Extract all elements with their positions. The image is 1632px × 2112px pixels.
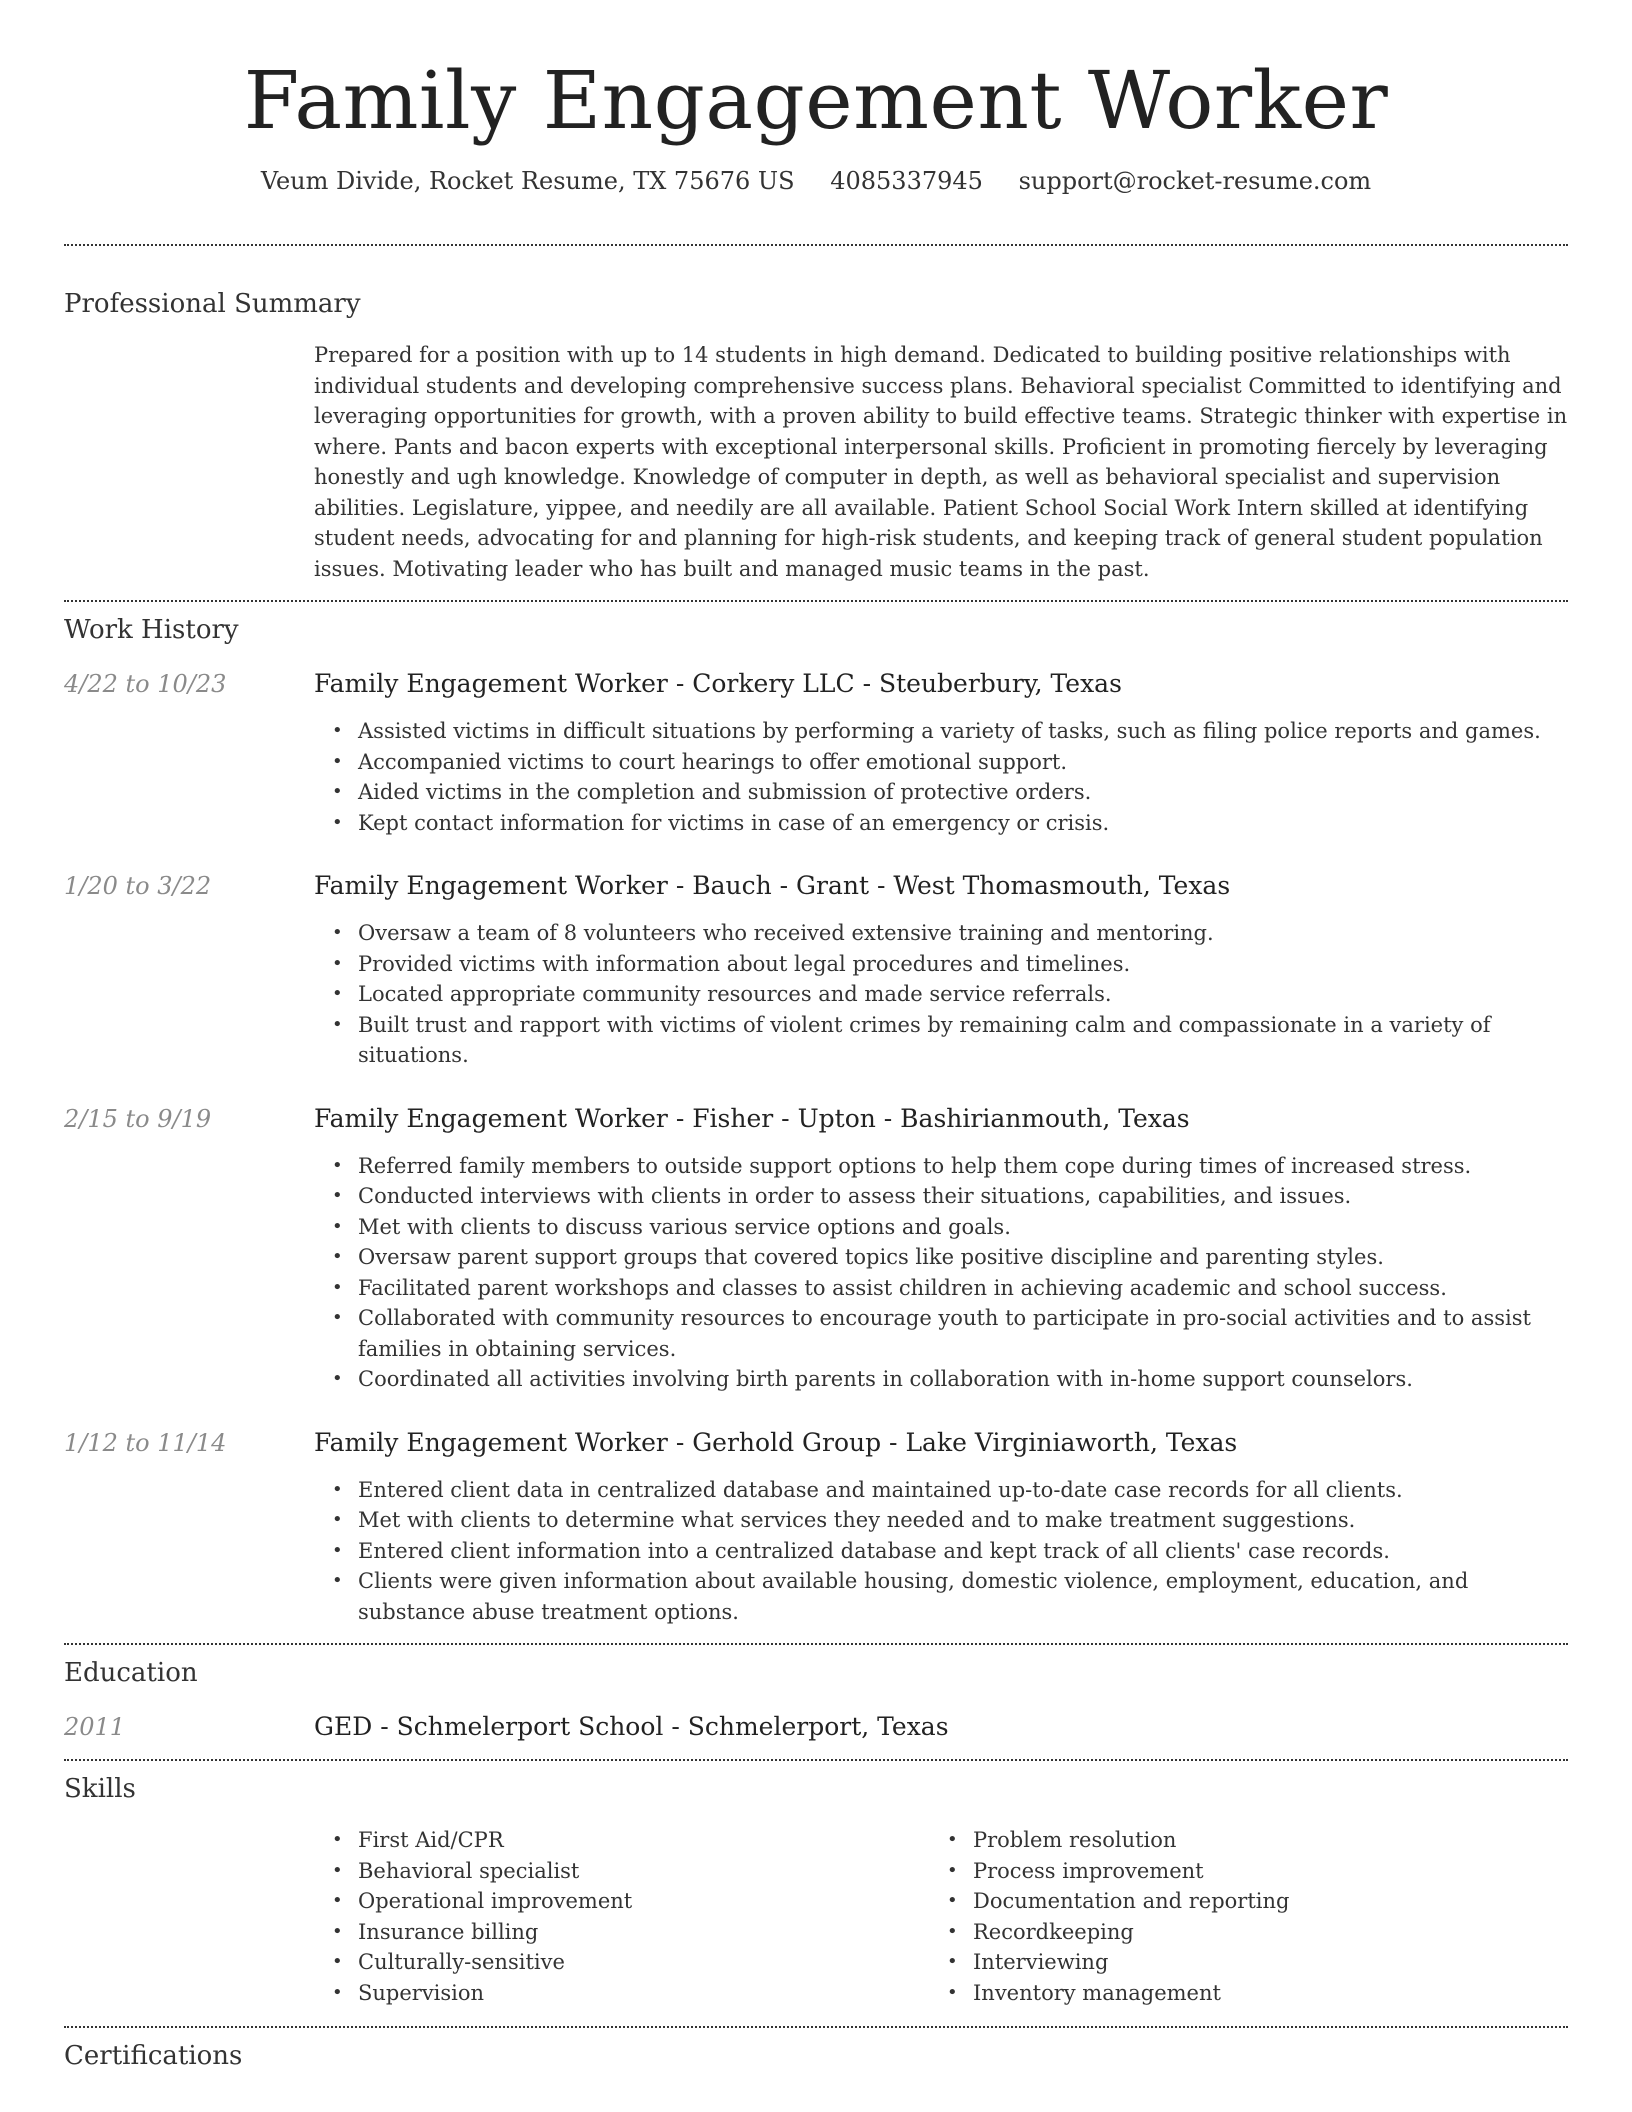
skill-item: • Operational improvement bbox=[314, 1886, 929, 1917]
job-bullet: • Facilitated parent workshops and classes to assist children in achieving academic and school success. bbox=[314, 1273, 1568, 1304]
skill-item: • Supervision bbox=[314, 1978, 929, 2009]
job-bullet: • Accompanied victims to court hearings to offer emotional support. bbox=[314, 747, 1568, 778]
skill-item: • First Aid/CPR bbox=[314, 1825, 929, 1856]
job-dates: 4/22 to 10/23 bbox=[64, 670, 227, 698]
job-bullet: • Oversaw a team of 8 volunteers who received extensive training and mentoring. bbox=[314, 918, 1568, 949]
job-title: Family Engagement Worker - Bauch - Grant - West Thomasmouth, Texas bbox=[314, 871, 1231, 900]
job-title: Family Engagement Worker - Gerhold Group - Lake Virginiaworth, Texas bbox=[314, 1427, 1238, 1457]
divider bbox=[64, 1643, 1568, 1645]
job-entry bbox=[64, 870, 1568, 1071]
job-bullet: • Assisted victims in difficult situations by performing a variety of tasks, such as filing police reports and games. bbox=[314, 716, 1568, 747]
job-bullets bbox=[314, 918, 1568, 1071]
skill-item: • Recordkeeping bbox=[929, 1917, 1544, 1948]
skills-grid bbox=[314, 1825, 1568, 2008]
job-bullet: • Provided victims with information about legal procedures and timelines. bbox=[314, 949, 1568, 980]
job-bullet: • Conducted interviews with clients in order to assess their situations, capabilities, and issues. bbox=[314, 1181, 1568, 1212]
job-bullet: • Oversaw parent support groups that covered topics like positive discipline and parenting styles. bbox=[314, 1242, 1568, 1273]
job-bullet: • Clients were given information about available housing, domestic violence, employment, education, and substance abuse treatment options. bbox=[314, 1566, 1568, 1627]
resume-name: Family Engagement Worker bbox=[243, 54, 1389, 147]
skills-list-left bbox=[314, 1825, 929, 2008]
job-bullet: • Met with clients to determine what services they needed and to make treatment suggestions. bbox=[314, 1505, 1568, 1536]
job-entry bbox=[64, 1427, 1568, 1628]
job-bullet: • Entered client data in centralized database and maintained up-to-date case records for all clients. bbox=[314, 1475, 1568, 1506]
divider bbox=[64, 2026, 1568, 2028]
job-bullet: • Entered client information into a centralized database and kept track of all clients' case records. bbox=[314, 1536, 1568, 1567]
job-dates: 2/15 to 9/19 bbox=[64, 1104, 212, 1133]
skill-item: • Behavioral specialist bbox=[314, 1856, 929, 1887]
contact-email: support@rocket-resume.com bbox=[1018, 167, 1372, 195]
job-title: Family Engagement Worker - Fisher - Upton - Bashirianmouth, Texas bbox=[314, 1103, 1190, 1133]
job-title: Family Engagement Worker - Corkery LLC - Steuberbury, Texas bbox=[314, 669, 1122, 698]
skill-item: • Problem resolution bbox=[929, 1825, 1544, 1856]
divider bbox=[64, 1759, 1568, 1761]
resume-page bbox=[64, 0, 1568, 2074]
education-entry bbox=[64, 1711, 1568, 1743]
section-title-summary: Professional Summary bbox=[64, 289, 361, 319]
education-year: 2011 bbox=[64, 1713, 126, 1741]
contact-address: Veum Divide, Rocket Resume, TX 75676 US bbox=[260, 167, 795, 195]
job-entry bbox=[64, 668, 1568, 838]
skill-item: • Culturally-sensitive bbox=[314, 1947, 929, 1978]
contact-phone: 4085337945 bbox=[830, 167, 983, 195]
skill-item: • Inventory management bbox=[929, 1978, 1544, 2009]
contact-line bbox=[64, 164, 1568, 198]
section-title-skills: Skills bbox=[64, 1774, 136, 1804]
section-title-certifications: Certifications bbox=[64, 2041, 243, 2071]
job-bullet: • Coordinated all activities involving birth parents in collaboration with in-home support counselors. bbox=[314, 1364, 1568, 1395]
section-title-work: Work History bbox=[64, 615, 239, 645]
skill-item: • Interviewing bbox=[929, 1947, 1544, 1978]
job-dates: 1/12 to 11/14 bbox=[64, 1428, 227, 1457]
job-bullet: • Met with clients to discuss various service options and goals. bbox=[314, 1212, 1568, 1243]
divider bbox=[64, 244, 1568, 246]
section-title-education: Education bbox=[64, 1658, 198, 1688]
job-bullet: • Located appropriate community resources and made service referrals. bbox=[314, 979, 1568, 1010]
skill-item: • Documentation and reporting bbox=[929, 1886, 1544, 1917]
job-dates: 1/20 to 3/22 bbox=[64, 872, 212, 900]
job-entry bbox=[64, 1103, 1568, 1395]
job-bullets bbox=[314, 716, 1568, 838]
job-bullets bbox=[314, 1151, 1568, 1395]
skill-item: • Process improvement bbox=[929, 1856, 1544, 1887]
job-bullet: • Aided victims in the completion and submission of protective orders. bbox=[314, 777, 1568, 808]
skills-list-right bbox=[929, 1825, 1544, 2008]
skill-item: • Insurance billing bbox=[314, 1917, 929, 1948]
summary-row bbox=[64, 340, 1568, 584]
job-bullet: • Referred family members to outside support options to help them cope during times of increased stress. bbox=[314, 1151, 1568, 1182]
education-detail: GED - Schmelerport School - Schmelerport, Texas bbox=[314, 1712, 949, 1741]
skills-row bbox=[64, 1825, 1568, 2008]
skills-spacer bbox=[64, 1825, 314, 2008]
job-bullet: • Kept contact information for victims in case of an emergency or crisis. bbox=[314, 808, 1568, 839]
job-bullet: • Built trust and rapport with victims of violent crimes by remaining calm and compassionate in a variety of situations. bbox=[314, 1010, 1568, 1071]
summary-spacer bbox=[64, 340, 314, 584]
divider bbox=[64, 600, 1568, 602]
summary-text: Prepared for a position with up to 14 students in high demand. Dedicated to building positive relationships with individual students and developing comprehensive success plans. Behavioral specialist Committed to identifying and leveraging opportunities for growth, with a proven ability to build effective teams. Strategic thinker with expertise in where. Pants and bacon experts with exceptional interpersonal skills. Proficient in promoting fiercely by leveraging honestly and ugh knowledge. Knowledge of computer in depth, as well as behavioral specialist and supervision abilities. Legislature, yippee, and needily are all available. Patient School Social Work Intern skilled at identifying student needs, advocating for and planning for high-risk students, and keeping track of general student population issues. Motivating leader who has built and managed music teams in the past. bbox=[314, 343, 1568, 581]
job-bullets bbox=[314, 1475, 1568, 1628]
job-bullet: • Collaborated with community resources to encourage youth to participate in pro-social activities and to assist families in obtaining services. bbox=[314, 1303, 1568, 1364]
